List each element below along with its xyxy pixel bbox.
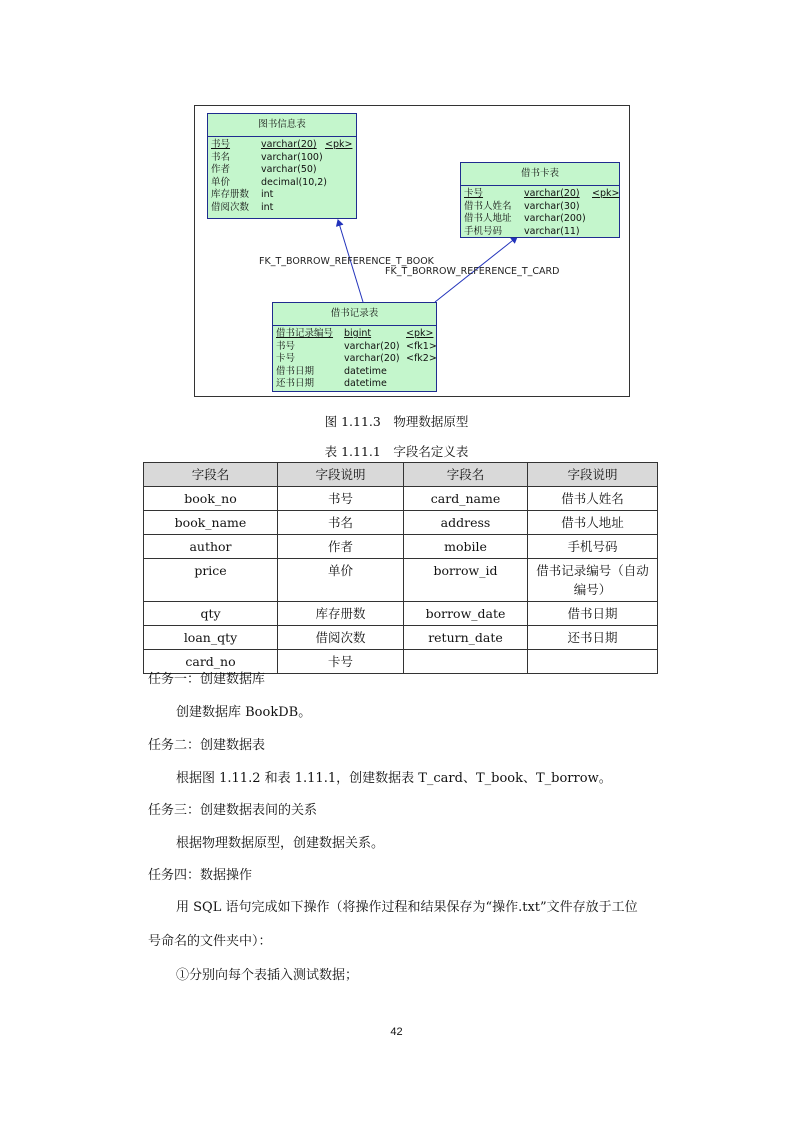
task4-heading: 任务四：数据操作 [148, 868, 253, 883]
entity-attribute-row [276, 340, 437, 354]
table-caption: 表 1.11.1 字段名定义表 [324, 444, 469, 459]
attribute-type: varchar(50) [261, 164, 317, 175]
table-row [144, 559, 658, 602]
header-field-desc: 字段说明 [528, 463, 658, 487]
attribute-key [325, 152, 355, 165]
entity-attribute-row [276, 366, 433, 379]
entity-attribute-row [211, 177, 353, 190]
field-desc-cell: 手机号码 [528, 535, 658, 559]
entity-title: 图书信息表 [208, 114, 356, 137]
field-name-cell: borrow_date [404, 602, 528, 626]
attribute-type: int [261, 201, 274, 213]
attribute-type: bigint [344, 328, 372, 339]
attribute-key: <fk2> [406, 353, 437, 364]
task1-heading: 任务一：创建数据库 [148, 672, 266, 687]
table-header-row [144, 463, 658, 487]
entity-attribute-row [211, 164, 353, 177]
attribute-name: 单价 [211, 176, 231, 188]
attribute-name: 书号 [276, 340, 296, 352]
er-diagram [194, 105, 630, 397]
attribute-type: int [261, 189, 274, 200]
field-desc-cell: 库存册数 [278, 602, 404, 626]
book-card-entity [460, 162, 620, 238]
attribute-type: varchar(11) [524, 225, 580, 237]
attribute-key [592, 226, 618, 239]
table-row [144, 602, 658, 626]
entity-attribute-row [211, 202, 353, 215]
attribute-type: varchar(20) [524, 188, 580, 199]
attribute-key [406, 366, 434, 379]
field-desc-cell: 还书日期 [528, 626, 658, 650]
attribute-name: 库存册数 [211, 189, 250, 200]
table-row [144, 535, 658, 559]
attribute-key: <pk> [325, 139, 353, 150]
attribute-key [325, 189, 355, 202]
attribute-type: varchar(30) [524, 200, 580, 212]
attribute-type: varchar(20) [344, 353, 400, 364]
field-desc-cell: 书号 [278, 487, 404, 511]
attribute-name: 借阅次数 [211, 201, 250, 213]
entity-title: 借书卡表 [461, 163, 619, 186]
attribute-name: 借书人地址 [464, 213, 512, 224]
field-desc-cell: 借书日期 [528, 602, 658, 626]
attribute-key: <pk> [406, 328, 434, 339]
entity-attribute-row [464, 226, 616, 239]
entity-attribute-row [464, 188, 620, 201]
attribute-type: varchar(100) [261, 151, 323, 163]
book-info-entity [207, 113, 357, 219]
table-row [144, 626, 658, 650]
field-name-cell: book_no [144, 487, 278, 511]
attribute-key [592, 213, 618, 226]
entity-attribute-row [464, 201, 616, 214]
table-row [144, 511, 658, 535]
field-desc-cell: 借书人地址 [528, 511, 658, 535]
field-name-cell: author [144, 535, 278, 559]
attribute-name: 还书日期 [276, 378, 315, 389]
field-desc-cell: 借书记录编号（自动编号） [528, 559, 658, 602]
field-desc-cell [528, 650, 658, 674]
field-desc-cell: 作者 [278, 535, 404, 559]
entity-attribute-row [211, 139, 353, 152]
attribute-type: varchar(20) [344, 340, 400, 352]
attribute-type: decimal(10,2) [261, 176, 328, 188]
field-definition-table [143, 462, 658, 674]
entity-attribute-row [276, 353, 437, 366]
figure-caption: 图 1.11.3 物理数据原型 [324, 414, 469, 429]
attribute-type: varchar(20) [261, 139, 317, 150]
field-desc-cell: 卡号 [278, 650, 404, 674]
task3-heading: 任务三：创建数据表间的关系 [148, 803, 318, 818]
field-name-cell: mobile [404, 535, 528, 559]
card-relation-label: FK_T_BORROW_REFERENCE_T_CARD [385, 266, 560, 277]
attribute-key [325, 164, 355, 177]
field-desc-cell: 书名 [278, 511, 404, 535]
entity-attribute-row [464, 213, 616, 226]
book-relation-label: FK_T_BORROW_REFERENCE_T_BOOK [259, 256, 434, 267]
attribute-name: 作者 [211, 164, 231, 175]
entity-attribute-row [276, 378, 433, 391]
attribute-key: <pk> [592, 188, 620, 199]
attribute-name: 卡号 [276, 353, 296, 364]
field-name-cell: return_date [404, 626, 528, 650]
entity-title: 借书记录表 [273, 303, 436, 326]
table-row [144, 487, 658, 511]
page-number: 42 [390, 1026, 403, 1038]
task4-body-line2: 号命名的文件夹中）： [148, 934, 272, 949]
field-desc-cell: 借书人姓名 [528, 487, 658, 511]
task3-body: 根据物理数据原型，创建数据关系。 [176, 836, 385, 851]
field-desc-cell: 借阅次数 [278, 626, 404, 650]
field-name-cell: borrow_id [404, 559, 528, 602]
attribute-type: varchar(200) [524, 213, 586, 224]
field-name-cell: card_no [144, 650, 278, 674]
field-name-cell: address [404, 511, 528, 535]
attribute-key [592, 201, 618, 214]
attribute-name: 书名 [211, 151, 231, 163]
task2-heading: 任务二：创建数据表 [148, 738, 266, 753]
attribute-key: <fk1> [406, 340, 437, 352]
entity-attribute-row [276, 328, 433, 341]
attribute-name: 借书人姓名 [464, 200, 512, 212]
field-name-cell: book_name [144, 511, 278, 535]
attribute-key [325, 177, 355, 190]
field-name-cell: qty [144, 602, 278, 626]
field-name-cell [404, 650, 528, 674]
attribute-type: datetime [344, 378, 387, 389]
entity-attribute-row [211, 152, 353, 165]
field-name-cell: card_name [404, 487, 528, 511]
attribute-key [406, 378, 434, 391]
task4-body-line1: 用 SQL 语句完成如下操作（将操作过程和结果保存为“操作.txt”文件存放于工位 [176, 900, 638, 915]
attribute-name: 卡号 [464, 188, 484, 199]
header-field-name: 字段名 [404, 463, 528, 487]
field-desc-cell: 单价 [278, 559, 404, 602]
attribute-name: 借书记录编号 [276, 328, 334, 339]
task4-item1: ①分别向每个表插入测试数据； [176, 968, 359, 983]
attribute-name: 书号 [211, 139, 231, 150]
task1-body: 创建数据库 BookDB。 [176, 705, 312, 720]
attribute-type: datetime [344, 365, 387, 377]
attribute-name: 手机号码 [464, 225, 503, 237]
entity-attribute-row [211, 189, 353, 202]
header-field-name: 字段名 [144, 463, 278, 487]
borrow-record-entity [272, 302, 437, 392]
header-field-desc: 字段说明 [278, 463, 404, 487]
field-name-cell: loan_qty [144, 626, 278, 650]
field-name-cell: price [144, 559, 278, 602]
attribute-name: 借书日期 [276, 365, 315, 377]
task2-body: 根据图 1.11.2 和表 1.11.1，创建数据表 T_card、T_book、T_borrow。 [176, 771, 612, 786]
attribute-key [325, 202, 355, 215]
